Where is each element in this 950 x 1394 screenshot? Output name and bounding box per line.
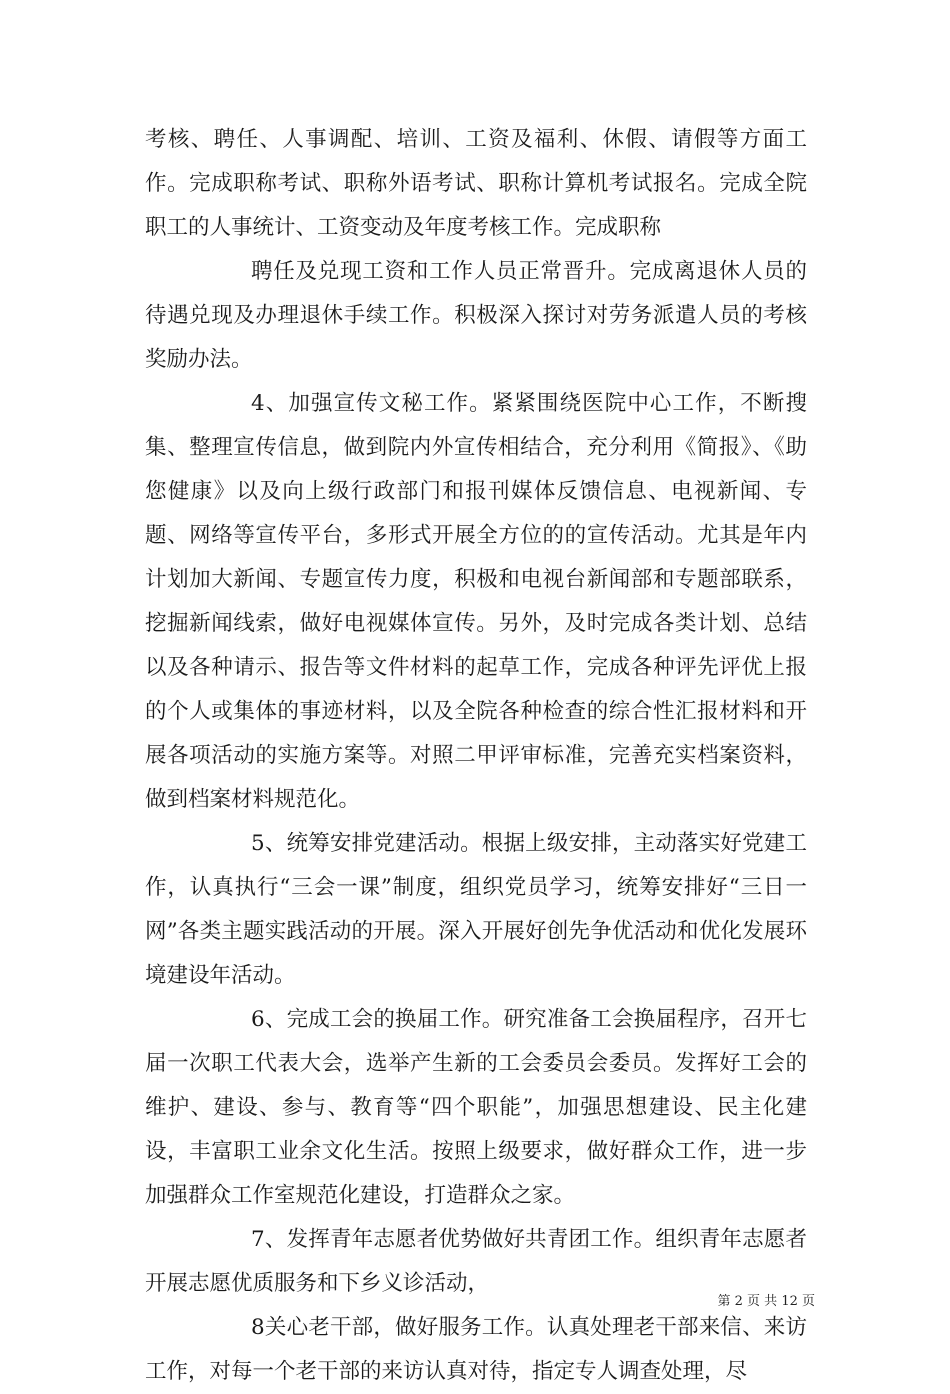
paragraph-publicity: 4、加强宣传文秘工作。紧紧围绕医院中心工作，不断搜集、整理宣传信息，做到院内外宣传相结合，充分利用《简报》、《助您健康》以及向上级行政部门和报刊媒体反馈信息、电视新闻、专题、网络等宣传平台，多形式开展全方位的的宣传活动。尤其是年内计划加大新闻、专题宣传力度，积极和电视台新闻部和专题部联系，挖掘新闻线索，做好电视媒体宣传。另外，及时完成各类计划、总结以及各种请示、报告等文件材料的起草工作，完成各种评先评优上报的个人或集体的事迹材料，以及全院各种检查的综合性汇报材料和开展各项活动的实施方案等。对照二甲评审标准，完善充实档案资料，做到档案材料规范化。: [145, 391, 807, 812]
paragraph-personnel: 考核、聘任、人事调配、培训、工资及福利、休假、请假等方面工作。完成职称考试、职称外语考试、职称计算机考试报名。完成全院职工的人事统计、工资变动及年度考核工作。完成职称: [145, 127, 807, 240]
paragraph-youth-league: 7、发挥青年志愿者优势做好共青团工作。组织青年志愿者开展志愿优质服务和下乡义诊活动，: [145, 1227, 807, 1296]
paragraph-personnel-continued: 聘任及兑现工资和工作人员正常晋升。完成离退休人员的待遇兑现及办理退休手续工作。积极深入探讨对劳务派遣人员的考核奖励办法。: [145, 259, 807, 372]
paragraph-labor-union: 6、完成工会的换届工作。研究准备工会换届程序，召开七届一次职工代表大会，选举产生新的工会委员会委员。发挥好工会的维护、建设、参与、教育等“四个职能”，加强思想建设、民主化建设，丰富职工业余文化生活。按照上级要求，做好群众工作，进一步加强群众工作室规范化建设，打造群众之家。: [145, 1007, 807, 1208]
document-body: [145, 118, 807, 1394]
page-number: 第 2 页 共 12 页: [717, 1294, 815, 1309]
paragraph-party-building: 5、统筹安排党建活动。根据上级安排，主动落实好党建工作，认真执行“三会一课”制度，组织党员学习，统筹安排好“三日一网”各类主题实践活动的开展。深入开展好创先争优活动和优化发展环境建设年活动。: [145, 831, 807, 988]
paragraph-retired-cadres: 8关心老干部，做好服务工作。认真处理老干部来信、来访工作，对每一个老干部的来访认真对待，指定专人调查处理，尽: [145, 1315, 807, 1384]
